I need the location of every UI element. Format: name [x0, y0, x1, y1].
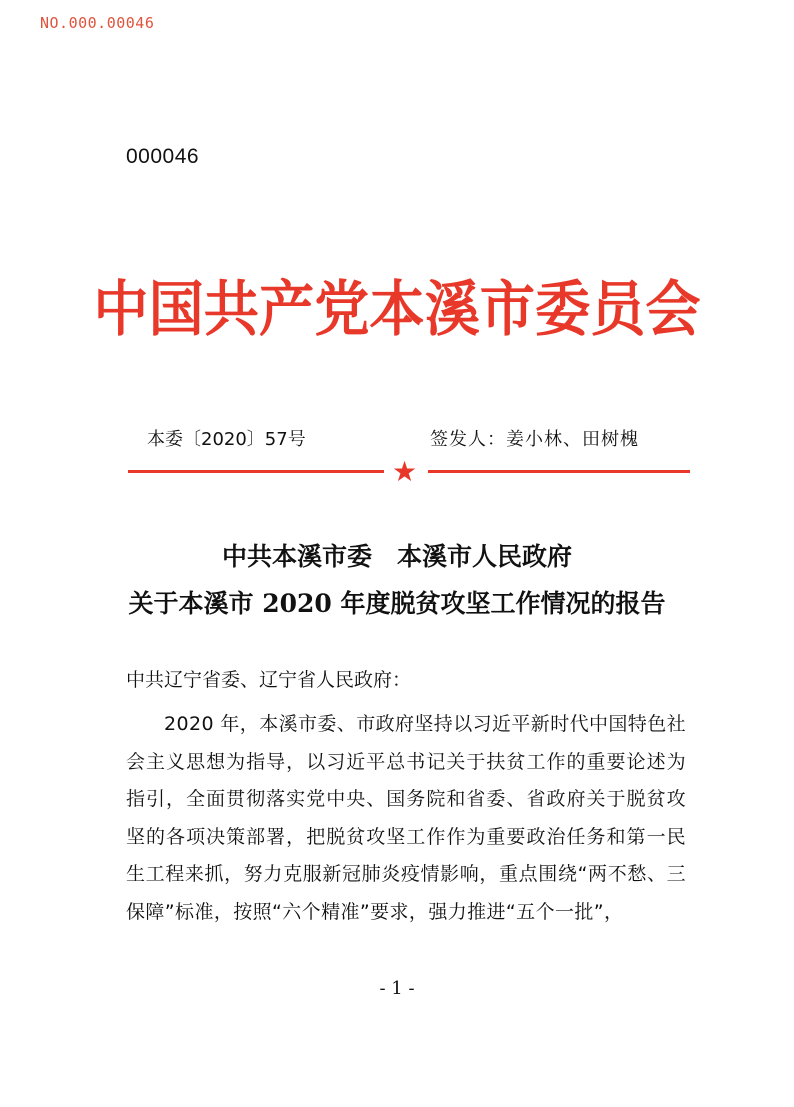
red-divider-right: [428, 470, 690, 473]
serial-number: NO.000.00046: [40, 14, 155, 32]
report-title-line2: 关于本溪市 2020 年度脱贫攻坚工作情况的报告: [128, 589, 666, 618]
report-title-line1: 中共本溪市委 本溪市人民政府: [221, 542, 572, 571]
document-reference: 本委〔2020〕57号: [147, 429, 306, 450]
addressee: 中共辽宁省委、辽宁省人民政府：: [126, 669, 412, 691]
issuer: 签发人：姜小林、田树槐: [430, 429, 639, 450]
letterhead-org-title: 中国共产党本溪市委员会: [93, 275, 701, 345]
body-paragraph: 2020 年，本溪市委、市政府坚持以习近平新时代中国特色社会主义思想为指导，以习近平总书记关于扶贫工作的重要论述为指引，全面贯彻落实党中央、国务院和省委、省政府关于脱贫攻坚的各项决策部署，把脱贫攻坚工作作为重要政治任务和第一民生工程来抓，努力克服新冠肺炎疫情影响，重点围绕“两不愁、三保障”标准，按照“六个精准”要求，强力推进“五个一批”，: [126, 713, 686, 923]
red-divider-left: [128, 470, 384, 473]
star-icon: ★: [392, 455, 418, 488]
document-number: 000046: [126, 145, 200, 168]
page-number: - 1 -: [379, 978, 415, 999]
